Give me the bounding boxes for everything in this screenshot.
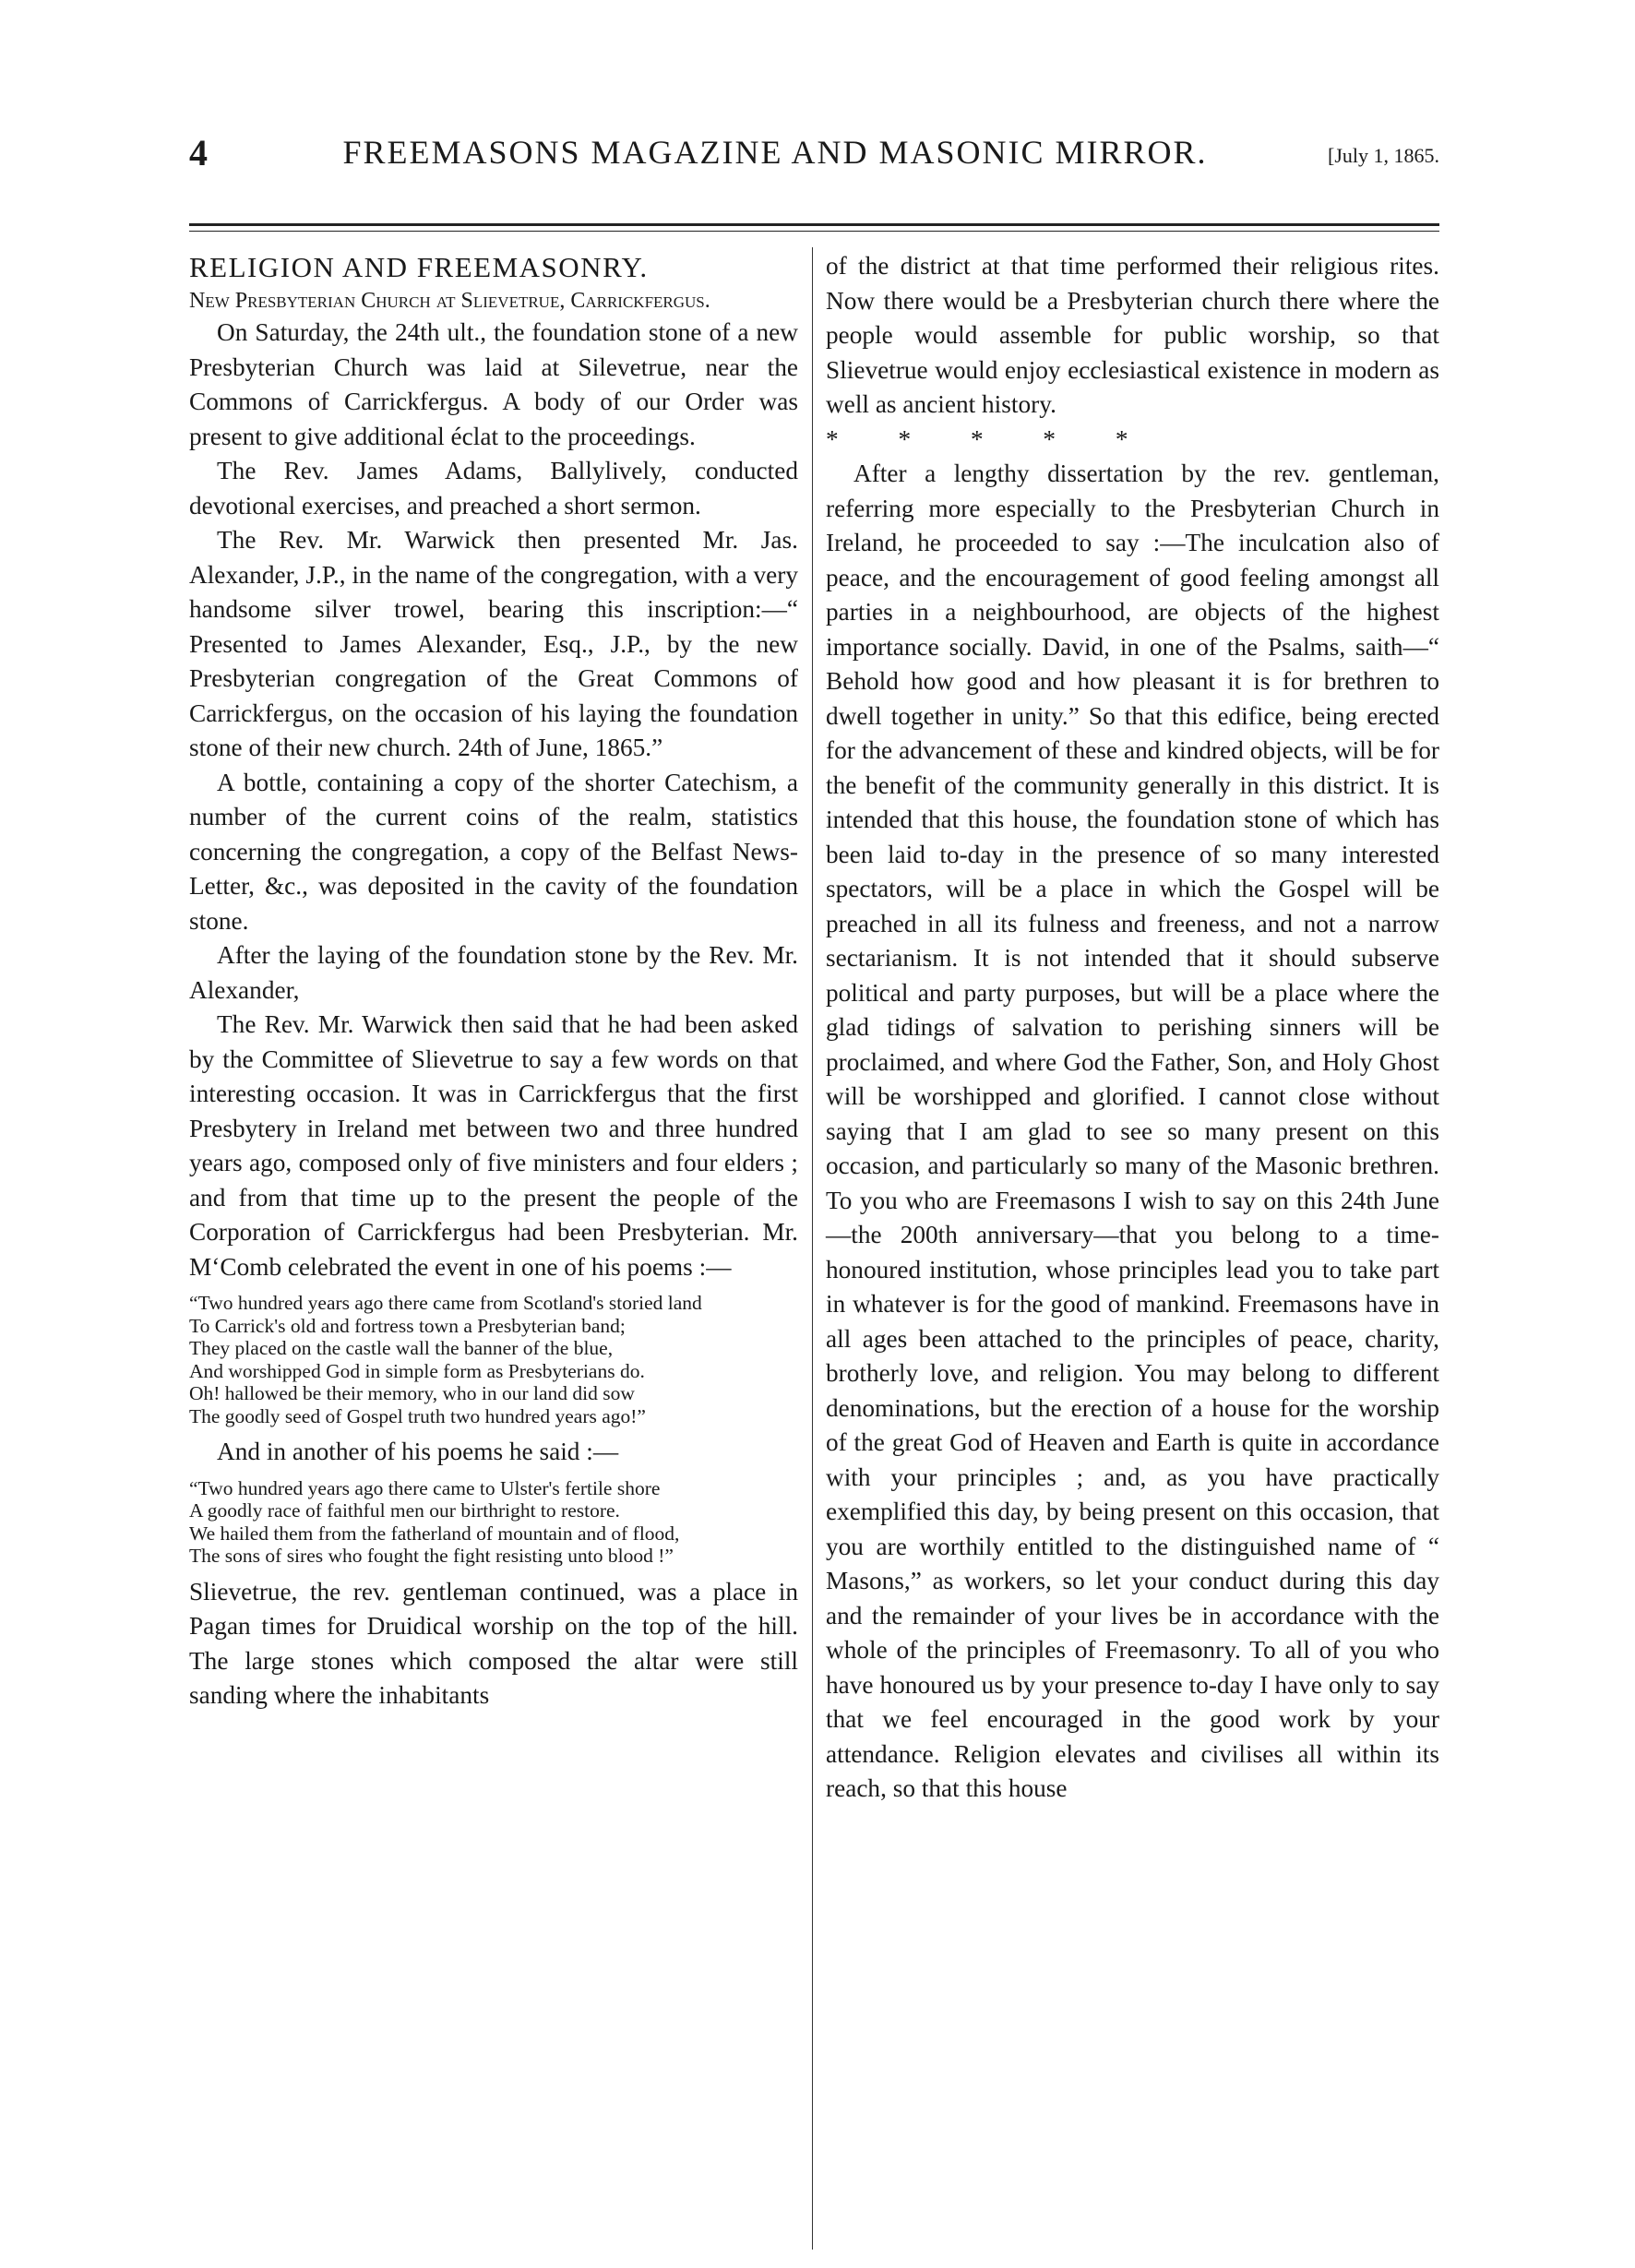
left-column — [189, 249, 798, 1713]
paragraph: And in another of his poems he said :— — [217, 1438, 619, 1465]
header-rule-thin — [189, 231, 1439, 232]
poem-quote — [189, 1477, 798, 1568]
article-subtitle: New Presbyterian Church at Slievetrue, Carrickfergus. — [189, 289, 710, 313]
poem-line: “Two hundred years ago there came to Ulster's fertile shore — [189, 1476, 661, 1499]
header-rule-thick — [189, 223, 1439, 226]
paragraph: The Rev. James Adams, Ballylively, conducted devotional exercises, and preached a short sermon. — [189, 457, 798, 519]
masthead-title: FREEMASONS MAGAZINE AND MASONIC MIRROR. — [342, 134, 1208, 171]
poem-line: And worshipped God in simple form as Presbyterians do. — [189, 1359, 645, 1382]
paragraph: On Saturday, the 24th ult., the foundation stone of a new Presbyterian Church was laid at Silevetrue, near the Commons of Carrickfergus. A body of our Order was present to give additional éclat to the proceedings. — [189, 318, 798, 450]
page-header — [189, 129, 1439, 185]
poem-line: The goodly seed of Gospel truth two hundred years ago!” — [189, 1404, 646, 1427]
poem-line: A goodly race of faithful men our birthright to restore. — [189, 1499, 620, 1522]
paragraph: After the laying of the foundation stone by the Rev. Mr. Alexander, — [189, 941, 798, 1004]
poem-line: We hailed them from the fatherland of mountain and of flood, — [189, 1522, 680, 1545]
poem-line: They placed on the castle wall the banner of the blue, — [189, 1337, 614, 1359]
paragraph: of the district at that time performed their religious rites. Now there would be a Presbyterian church there where the people would assemble for public worship, so that Slievetrue would enjoy ecclesiastical existence in modern as well as ancient history. — [826, 252, 1439, 418]
article-title: RELIGION AND FREEMASONRY. — [189, 251, 649, 283]
paragraph: Slievetrue, the rev. gentleman continued, was a place in Pagan times for Druidical worship on the top of the hill. The large stones which composed the altar were still sanding where the inhabitants — [189, 1577, 798, 1709]
issue-date: [July 1, 1865. — [1328, 144, 1439, 167]
section-separator: * * * * * — [826, 424, 1128, 453]
poem-line: The sons of sires who fought the fight resisting unto blood !” — [189, 1545, 674, 1567]
paragraph: The Rev. Mr. Warwick then presented Mr. Jas. Alexander, J.P., in the name of the congregation, with a very handsome silver trowel, bearing this inscription:—“ Presented to James Alexander, Esq., J.P., by the new Presbyterian congregation of the Great Commons of Carrickfergus, on the occasion of his laying the foundation stone of their new church. 24th of June, 1865.” — [189, 526, 798, 761]
column-divider — [812, 247, 813, 2250]
paragraph: After a lengthy dissertation by the rev. gentleman, referring more especially to the Presbyterian Church in Ireland, he proceeded to say :—The inculcation also of peace, and the encouragement of good feeling amongst all parties in a neighbourhood, are objects of the highest importance socially. David, in one of the Psalms, saith—“ Behold how good and how pleasant it is for brethren to dwell together in unity.” So that this edifice, being erected for the advancement of these and kindred objects, will be for the benefit of the community generally in this district. It is intended that this house, the foundation stone of which has been laid to-day in the presence of so many interested spectators, will be a place in which the Gospel will be preached in all its fulness and freeness, and not a narrow sectarianism. It is not intended that it should subserve political and party purposes, but will be a place where the glad tidings of salvation to perishing sinners will be proclaimed, and where God the Father, Son, and Holy Ghost will be worshipped and glorified. I cannot close without saying that I am glad to see so many present on this occasion, and particularly so many of the Masonic brethren. To you who are Freemasons I wish to say on this 24th June—the 200th anniversary—that you belong to a time-honoured institution, whose principles lead you to take part in whatever is for the good of mankind. Freemasons have in all ages been attached to the principles of peace, charity, brotherly love, and religion. You may belong to different denominations, but the erection of a house for the worship of the great God of Heaven and Earth is quite in accordance with your principles ; and, as you have practically exemplified this day, by being present on this occasion, that you are worthily entitled to the distinguished name of “ Masons,” as workers, so let your conduct during this day and the remainder of your lives be in accordance with the whole of the principles of Freemasonry. To all of you who have honoured us by your presence to-day I have only to say that we feel encouraged in the good work by your attendance. Religion elevates and civilises all within its reach, so that this house — [826, 460, 1439, 1802]
right-column — [826, 249, 1439, 1807]
paragraph: The Rev. Mr. Warwick then said that he had been asked by the Committee of Slievetrue to say a few words on that interesting occasion. It was in Carrickfergus that the first Presbytery in Ireland met between two and three hundred years ago, composed only of five ministers and four elders ; and from that time up to the present the people of the Corporation of Carrickfergus had been Presbyterian. Mr. M‘Comb celebrated the event in one of his poems :— — [189, 1010, 798, 1281]
paragraph: A bottle, containing a copy of the shorter Catechism, a number of the current coins of the realm, statistics concerning the congregation, a copy of the Belfast News-Letter, &c., was deposited in the cavity of the foundation stone. — [189, 768, 798, 935]
poem-line: “Two hundred years ago there came from Scotland's storied land — [189, 1292, 702, 1314]
page-number: 4 — [189, 132, 208, 173]
poem-quote — [189, 1292, 798, 1427]
poem-line: Oh! hallowed be their memory, who in our land did sow — [189, 1382, 635, 1404]
poem-line: To Carrick's old and fortress town a Presbyterian band; — [189, 1314, 626, 1337]
